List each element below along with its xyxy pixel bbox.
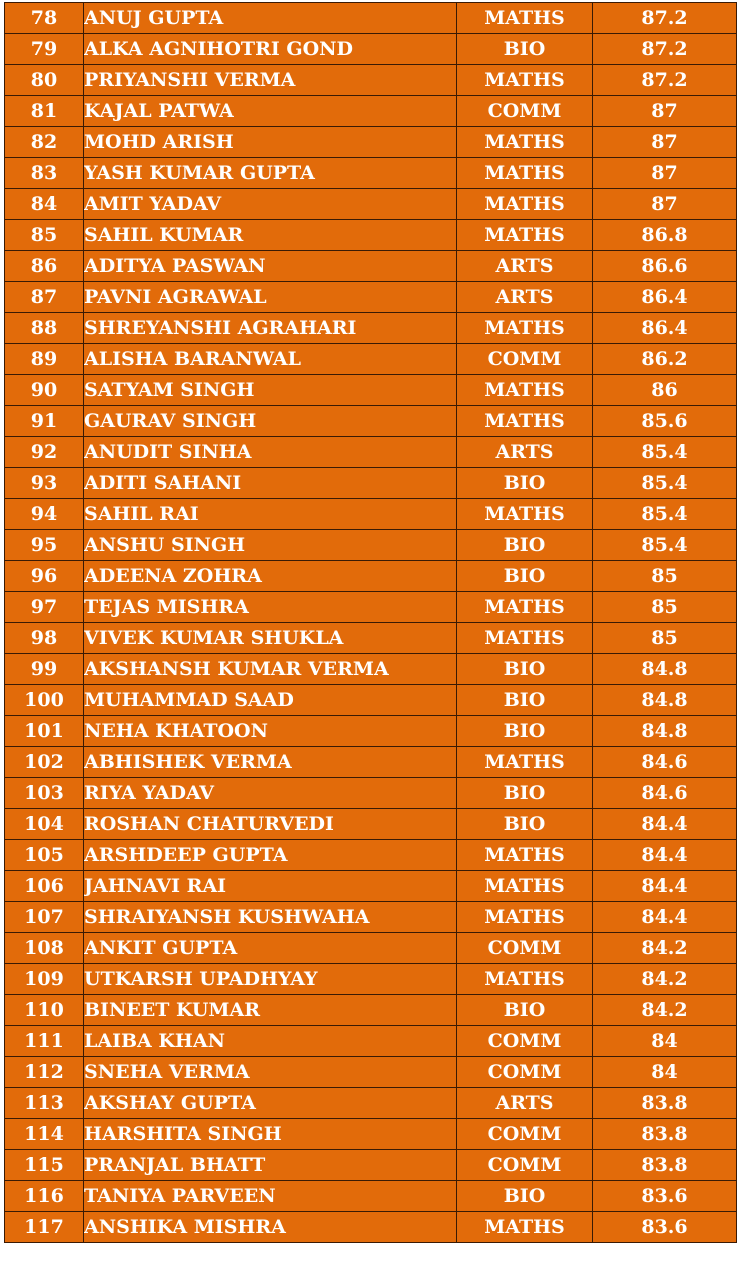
student-name-cell: GAURAV SINGH	[84, 406, 457, 437]
student-name-cell: TEJAS MISHRA	[84, 592, 457, 623]
rank-cell: 101	[5, 716, 84, 747]
results-table	[4, 2, 737, 1243]
score-cell: 87	[593, 96, 737, 127]
table-row	[5, 840, 737, 871]
table-row	[5, 747, 737, 778]
student-name-cell: PRANJAL BHATT	[84, 1150, 457, 1181]
table-row	[5, 1150, 737, 1181]
rank-cell: 96	[5, 561, 84, 592]
score-cell: 86.2	[593, 344, 737, 375]
table-row	[5, 964, 737, 995]
student-name-cell: SHREYANSHI AGRAHARI	[84, 313, 457, 344]
stream-cell: MATHS	[457, 902, 593, 933]
rank-cell: 88	[5, 313, 84, 344]
table-row	[5, 654, 737, 685]
stream-cell: BIO	[457, 468, 593, 499]
stream-cell: MATHS	[457, 158, 593, 189]
table-row	[5, 530, 737, 561]
table-row	[5, 592, 737, 623]
student-name-cell: PAVNI AGRAWAL	[84, 282, 457, 313]
stream-cell: COMM	[457, 933, 593, 964]
stream-cell: MATHS	[457, 65, 593, 96]
score-cell: 87	[593, 158, 737, 189]
rank-cell: 90	[5, 375, 84, 406]
score-cell: 85.4	[593, 468, 737, 499]
score-cell: 86.4	[593, 313, 737, 344]
score-cell: 84.4	[593, 871, 737, 902]
table-row	[5, 1057, 737, 1088]
score-cell: 84.2	[593, 964, 737, 995]
rank-cell: 100	[5, 685, 84, 716]
stream-cell: BIO	[457, 716, 593, 747]
stream-cell: BIO	[457, 995, 593, 1026]
score-cell: 84.8	[593, 654, 737, 685]
stream-cell: MATHS	[457, 1212, 593, 1243]
table-row	[5, 995, 737, 1026]
rank-cell: 92	[5, 437, 84, 468]
student-name-cell: SATYAM SINGH	[84, 375, 457, 406]
student-name-cell: MUHAMMAD SAAD	[84, 685, 457, 716]
rank-cell: 115	[5, 1150, 84, 1181]
table-row	[5, 499, 737, 530]
rank-cell: 113	[5, 1088, 84, 1119]
stream-cell: BIO	[457, 530, 593, 561]
student-name-cell: ANUDIT SINHA	[84, 437, 457, 468]
stream-cell: ARTS	[457, 251, 593, 282]
table-row	[5, 685, 737, 716]
score-cell: 84.6	[593, 778, 737, 809]
rank-cell: 89	[5, 344, 84, 375]
rank-cell: 117	[5, 1212, 84, 1243]
score-cell: 85	[593, 561, 737, 592]
table-row	[5, 65, 737, 96]
table-row	[5, 220, 737, 251]
score-cell: 84.4	[593, 809, 737, 840]
student-name-cell: ARSHDEEP GUPTA	[84, 840, 457, 871]
score-cell: 84.2	[593, 933, 737, 964]
stream-cell: MATHS	[457, 592, 593, 623]
score-cell: 84.4	[593, 840, 737, 871]
rank-cell: 105	[5, 840, 84, 871]
stream-cell: BIO	[457, 654, 593, 685]
student-name-cell: AKSHAY GUPTA	[84, 1088, 457, 1119]
score-cell: 85.4	[593, 437, 737, 468]
rank-cell: 112	[5, 1057, 84, 1088]
stream-cell: ARTS	[457, 437, 593, 468]
table-row	[5, 96, 737, 127]
rank-cell: 114	[5, 1119, 84, 1150]
table-row	[5, 778, 737, 809]
score-cell: 87.2	[593, 34, 737, 65]
table-row	[5, 902, 737, 933]
rank-cell: 85	[5, 220, 84, 251]
rank-cell: 107	[5, 902, 84, 933]
stream-cell: MATHS	[457, 127, 593, 158]
student-name-cell: PRIYANSHI VERMA	[84, 65, 457, 96]
score-cell: 87	[593, 127, 737, 158]
stream-cell: ARTS	[457, 282, 593, 313]
rank-cell: 102	[5, 747, 84, 778]
table-row	[5, 344, 737, 375]
student-name-cell: ADITYA PASWAN	[84, 251, 457, 282]
score-cell: 84.2	[593, 995, 737, 1026]
rank-cell: 110	[5, 995, 84, 1026]
rank-cell: 111	[5, 1026, 84, 1057]
stream-cell: BIO	[457, 34, 593, 65]
rank-cell: 108	[5, 933, 84, 964]
score-cell: 87.2	[593, 65, 737, 96]
score-cell: 87.2	[593, 3, 737, 34]
score-cell: 85.4	[593, 499, 737, 530]
stream-cell: MATHS	[457, 871, 593, 902]
rank-cell: 78	[5, 3, 84, 34]
rank-cell: 83	[5, 158, 84, 189]
student-name-cell: ALISHA BARANWAL	[84, 344, 457, 375]
student-name-cell: YASH KUMAR GUPTA	[84, 158, 457, 189]
table-row	[5, 1119, 737, 1150]
table-row	[5, 251, 737, 282]
score-cell: 86.8	[593, 220, 737, 251]
table-row	[5, 623, 737, 654]
stream-cell: MATHS	[457, 313, 593, 344]
table-row	[5, 34, 737, 65]
rank-cell: 87	[5, 282, 84, 313]
rank-cell: 103	[5, 778, 84, 809]
student-name-cell: ADEENA ZOHRA	[84, 561, 457, 592]
stream-cell: COMM	[457, 1057, 593, 1088]
table-row	[5, 375, 737, 406]
score-cell: 83.6	[593, 1181, 737, 1212]
score-cell: 83.8	[593, 1150, 737, 1181]
rank-cell: 79	[5, 34, 84, 65]
stream-cell: MATHS	[457, 189, 593, 220]
table-row	[5, 809, 737, 840]
rank-cell: 91	[5, 406, 84, 437]
rank-cell: 104	[5, 809, 84, 840]
table-row	[5, 189, 737, 220]
table-row	[5, 716, 737, 747]
rank-cell: 86	[5, 251, 84, 282]
stream-cell: MATHS	[457, 623, 593, 654]
stream-cell: MATHS	[457, 220, 593, 251]
table-row	[5, 406, 737, 437]
table-row	[5, 282, 737, 313]
student-name-cell: MOHD ARISH	[84, 127, 457, 158]
student-name-cell: SHRAIYANSH KUSHWAHA	[84, 902, 457, 933]
student-name-cell: KAJAL PATWA	[84, 96, 457, 127]
score-cell: 85	[593, 623, 737, 654]
score-cell: 83.8	[593, 1088, 737, 1119]
stream-cell: COMM	[457, 96, 593, 127]
table-row	[5, 561, 737, 592]
student-name-cell: SAHIL KUMAR	[84, 220, 457, 251]
stream-cell: BIO	[457, 809, 593, 840]
student-name-cell: AKSHANSH KUMAR VERMA	[84, 654, 457, 685]
table-row	[5, 1088, 737, 1119]
stream-cell: COMM	[457, 1119, 593, 1150]
student-name-cell: HARSHITA SINGH	[84, 1119, 457, 1150]
stream-cell: MATHS	[457, 747, 593, 778]
stream-cell: MATHS	[457, 3, 593, 34]
score-cell: 86	[593, 375, 737, 406]
student-name-cell: ABHISHEK VERMA	[84, 747, 457, 778]
rank-cell: 109	[5, 964, 84, 995]
table-row	[5, 127, 737, 158]
score-cell: 87	[593, 189, 737, 220]
rank-cell: 97	[5, 592, 84, 623]
student-name-cell: TANIYA PARVEEN	[84, 1181, 457, 1212]
stream-cell: MATHS	[457, 964, 593, 995]
score-cell: 85.6	[593, 406, 737, 437]
table-row	[5, 933, 737, 964]
student-name-cell: SAHIL RAI	[84, 499, 457, 530]
student-name-cell: RIYA YADAV	[84, 778, 457, 809]
table-row	[5, 468, 737, 499]
stream-cell: BIO	[457, 561, 593, 592]
results-table-body	[5, 3, 737, 1243]
score-cell: 84.6	[593, 747, 737, 778]
table-row	[5, 1026, 737, 1057]
stream-cell: MATHS	[457, 406, 593, 437]
table-row	[5, 437, 737, 468]
results-sheet	[4, 2, 737, 1243]
table-row	[5, 313, 737, 344]
table-row	[5, 158, 737, 189]
table-row	[5, 1181, 737, 1212]
stream-cell: COMM	[457, 1026, 593, 1057]
student-name-cell: ANKIT GUPTA	[84, 933, 457, 964]
rank-cell: 80	[5, 65, 84, 96]
stream-cell: MATHS	[457, 499, 593, 530]
stream-cell: MATHS	[457, 840, 593, 871]
student-name-cell: UTKARSH UPADHYAY	[84, 964, 457, 995]
rank-cell: 82	[5, 127, 84, 158]
stream-cell: BIO	[457, 778, 593, 809]
score-cell: 86.6	[593, 251, 737, 282]
rank-cell: 95	[5, 530, 84, 561]
rank-cell: 94	[5, 499, 84, 530]
student-name-cell: ALKA AGNIHOTRI GOND	[84, 34, 457, 65]
score-cell: 84.8	[593, 685, 737, 716]
table-row	[5, 1212, 737, 1243]
stream-cell: MATHS	[457, 375, 593, 406]
table-row	[5, 871, 737, 902]
score-cell: 83.8	[593, 1119, 737, 1150]
score-cell: 84	[593, 1057, 737, 1088]
score-cell: 85.4	[593, 530, 737, 561]
student-name-cell: ADITI SAHANI	[84, 468, 457, 499]
score-cell: 84	[593, 1026, 737, 1057]
student-name-cell: ANSHU SINGH	[84, 530, 457, 561]
score-cell: 86.4	[593, 282, 737, 313]
rank-cell: 99	[5, 654, 84, 685]
student-name-cell: SNEHA VERMA	[84, 1057, 457, 1088]
rank-cell: 106	[5, 871, 84, 902]
rank-cell: 84	[5, 189, 84, 220]
rank-cell: 93	[5, 468, 84, 499]
stream-cell: BIO	[457, 1181, 593, 1212]
student-name-cell: BINEET KUMAR	[84, 995, 457, 1026]
student-name-cell: JAHNAVI RAI	[84, 871, 457, 902]
student-name-cell: ANSHIKA MISHRA	[84, 1212, 457, 1243]
score-cell: 84.8	[593, 716, 737, 747]
rank-cell: 98	[5, 623, 84, 654]
stream-cell: COMM	[457, 344, 593, 375]
student-name-cell: LAIBA KHAN	[84, 1026, 457, 1057]
table-row	[5, 3, 737, 34]
rank-cell: 81	[5, 96, 84, 127]
score-cell: 84.4	[593, 902, 737, 933]
student-name-cell: ROSHAN CHATURVEDI	[84, 809, 457, 840]
student-name-cell: AMIT YADAV	[84, 189, 457, 220]
student-name-cell: ANUJ GUPTA	[84, 3, 457, 34]
stream-cell: ARTS	[457, 1088, 593, 1119]
score-cell: 83.6	[593, 1212, 737, 1243]
student-name-cell: NEHA KHATOON	[84, 716, 457, 747]
stream-cell: BIO	[457, 685, 593, 716]
score-cell: 85	[593, 592, 737, 623]
stream-cell: COMM	[457, 1150, 593, 1181]
student-name-cell: VIVEK KUMAR SHUKLA	[84, 623, 457, 654]
rank-cell: 116	[5, 1181, 84, 1212]
